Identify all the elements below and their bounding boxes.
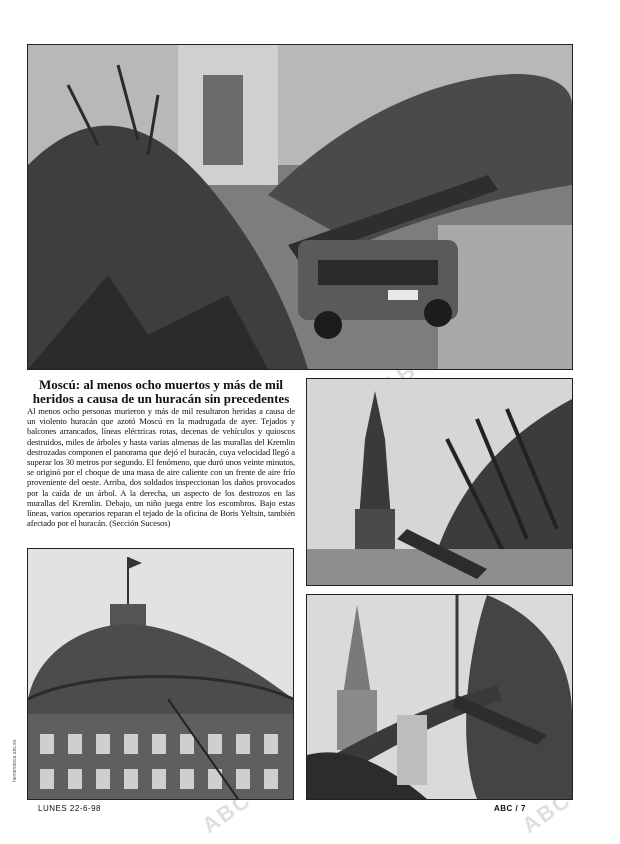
bottom-right-photo xyxy=(306,594,573,800)
article-body: Al menos ocho personas murieron y más de mil resultaron heridas a causa de un violento huracán que azotó Moscú en la madrugada de ayer. Tejados y balcones arrancados, líneas eléctricas rotas, decenas de vehículos y quioscos destruidos, miles de árboles y hasta varias almenas de las murallas del Kremlin destrozadas componen el panorama que dejó el huracán, cuya velocidad llegó a superar los 30 metros por segundo. El fenómeno, que duró unos veinte minutos, se originó por el choque de una masa de aire caliente con un frente de aire frío proveniente del oeste. Arriba, dos soldados inspeccionan los daños provocados por la caída de un árbol. A la derecha, un aspecto de los destrozos en las murallas del Kremlin. Debajo, un niño juega entre los escombros. Bajo estas líneas, varios operarios reparan el tejado de la oficina de Boris Yeltsin, también afectado por el huracán. (Sección Sucesos) xyxy=(27,406,295,529)
side-note: hemeroteca abc.es xyxy=(12,739,18,782)
bottom-left-photo xyxy=(27,548,294,800)
top-photo xyxy=(27,44,573,370)
watermark-abc: ABC xyxy=(197,786,256,839)
watermark-abc: ABC xyxy=(517,786,576,839)
fallen-tree-car-photo xyxy=(28,45,572,369)
page-number: ABC / 7 xyxy=(494,804,526,813)
fallen-tree-skyscraper-photo xyxy=(307,595,572,799)
page-date: LUNES 22-6-98 xyxy=(38,804,101,813)
kremlin-tower-photo xyxy=(307,379,572,585)
mid-right-photo xyxy=(306,378,573,586)
article-headline: Moscú: al menos ocho muertos y más de mil heridos a causa de un huracán sin precedentes xyxy=(32,377,290,406)
kremlin-dome-photo xyxy=(28,549,293,799)
watermark-abc: ABC xyxy=(377,346,436,399)
